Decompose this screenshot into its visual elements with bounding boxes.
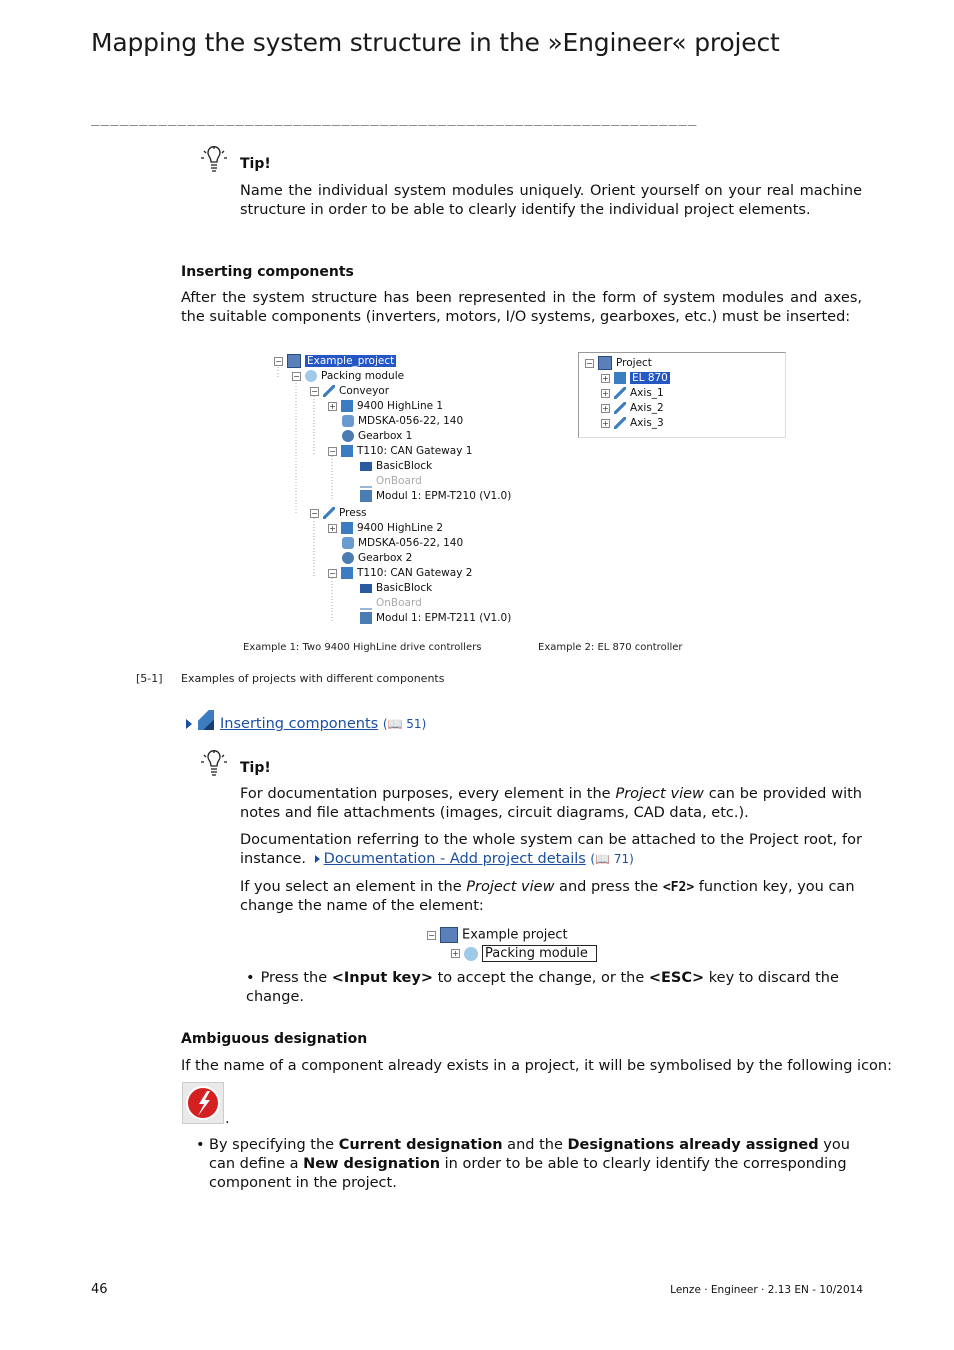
tree-item[interactable]: − T110: CAN Gateway 1 (329, 445, 473, 457)
tree-item[interactable]: + EL 870 (602, 372, 668, 384)
tree-item[interactable]: Gearbox 1 (342, 429, 412, 443)
after-icon-period: . (225, 1111, 230, 1127)
expand-icon[interactable]: + (452, 949, 459, 958)
lightbulb-icon (197, 750, 231, 782)
expand-icon[interactable]: + (602, 418, 609, 428)
tree-item[interactable]: + 9400 HighLine 2 (329, 522, 444, 534)
figure-number: [5-1] (136, 672, 163, 685)
rename-example (427, 925, 607, 965)
axis-icon (614, 387, 626, 399)
inverter-icon (341, 522, 353, 534)
collapse-icon[interactable]: − (329, 568, 336, 578)
basicblock-icon (360, 462, 372, 471)
section-heading-inserting: Inserting components (181, 264, 354, 280)
system-module-icon (305, 370, 317, 382)
book-icon: 📖 (595, 852, 611, 866)
collapse-icon[interactable]: − (586, 358, 593, 368)
rename-parent: Example project (462, 927, 568, 943)
page-title: Mapping the system structure in the »Engineer« project (91, 28, 780, 57)
inverter-icon (341, 400, 353, 412)
basicblock-icon (360, 584, 372, 593)
io-module-icon (360, 612, 372, 624)
bullet: • (246, 970, 255, 986)
collapse-icon[interactable]: − (293, 371, 300, 381)
tree-item[interactable]: OnBoard (360, 474, 422, 488)
rename-input[interactable]: Packing module (482, 945, 597, 962)
bullet: • (196, 1137, 205, 1153)
project-tree-example-2 (578, 352, 786, 438)
tree-item[interactable]: Gearbox 2 (342, 551, 412, 565)
tree-item[interactable]: MDSKA-056-22, 140 (342, 536, 463, 550)
tip2-paragraph-2: Documentation referring to the whole system can be attached to the Project root, for instance. Documentation - Add project details (📖 71) (240, 832, 862, 867)
collapse-icon[interactable]: − (311, 508, 318, 518)
tree-item[interactable]: − Press (311, 507, 367, 519)
project-folder-icon (287, 354, 301, 368)
io-module-icon (360, 490, 372, 502)
tree-item[interactable]: − Example_project (275, 355, 395, 367)
inserting-components-link-row (186, 710, 426, 732)
onboard-icon (360, 474, 372, 488)
tree-item[interactable]: OnBoard (360, 596, 422, 610)
lightbulb-icon (197, 146, 231, 178)
documentation-link[interactable]: Documentation - Add project details (323, 851, 586, 867)
ambiguous-designation-icon (182, 1082, 224, 1124)
tree-item[interactable]: − Project (586, 357, 652, 369)
section-text-inserting: After the system structure has been represented in the form of system modules and axes, the suitable components (inverters, motors, I/O systems, gearboxes, etc.) must be inserted: (181, 290, 862, 325)
tree-item[interactable]: + Axis_1 (602, 387, 664, 399)
collapse-icon[interactable]: − (275, 356, 282, 366)
arrow-right-icon (186, 719, 192, 729)
ambiguous-bullet: • By specifying the Current designation and the Designations already assigned you can define a New designation in order to be able to clearly identify the corresponding component in the project. (196, 1137, 850, 1191)
tip-label: Tip! (240, 760, 271, 776)
arrow-right-icon (315, 855, 320, 863)
gearbox-icon (342, 552, 354, 564)
header-rule: _______________________________________________________________ (91, 110, 698, 126)
figure-caption-example-1: Example 1: Two 9400 HighLine drive controllers (243, 642, 482, 653)
collapse-icon[interactable]: − (311, 386, 318, 396)
book-icon: 📖 (387, 717, 403, 731)
tree-item[interactable]: − T110: CAN Gateway 2 (329, 567, 473, 579)
figure-caption-example-2: Example 2: EL 870 controller (538, 642, 683, 653)
tip2-paragraph-3: If you select an element in the Project view and press the <F2> function key, you can change the name of the element: (240, 879, 855, 914)
system-module-icon (464, 947, 478, 961)
gearbox-icon (342, 430, 354, 442)
tree-item[interactable]: + 9400 HighLine 1 (329, 400, 444, 412)
wizard-icon (198, 710, 214, 730)
inserting-components-link[interactable]: Inserting components (220, 716, 379, 732)
motor-icon (342, 537, 354, 549)
tree-item[interactable]: + Axis_3 (602, 417, 664, 429)
figure-caption: Examples of projects with different components (181, 672, 445, 685)
expand-icon[interactable]: + (329, 523, 336, 533)
axis-icon (614, 402, 626, 414)
tree-item[interactable]: − Conveyor (311, 385, 390, 397)
gateway-icon (341, 567, 353, 579)
footer-imprint: Lenze · Engineer · 2.13 EN - 10/2014 (670, 1284, 863, 1296)
tree-item[interactable]: + Axis_2 (602, 402, 664, 414)
tree-item[interactable]: Modul 1: EPM-T210 (V1.0) (360, 489, 511, 503)
expand-icon[interactable]: + (329, 401, 336, 411)
axis-icon (323, 385, 335, 397)
tip-label: Tip! (240, 156, 271, 172)
controller-icon (614, 372, 626, 384)
tip2-bullet: • Press the <Input key> to accept the change, or the <ESC> key to discard the change. (246, 970, 839, 1005)
collapse-icon[interactable]: − (428, 930, 435, 940)
motor-icon (342, 415, 354, 427)
page-ref[interactable]: (📖 71) (590, 852, 634, 866)
project-folder-icon (440, 927, 458, 943)
tree-item[interactable]: MDSKA-056-22, 140 (342, 414, 463, 428)
page-number: 46 (91, 1282, 108, 1297)
project-tree-example-1 (272, 352, 532, 632)
expand-icon[interactable]: + (602, 403, 609, 413)
axis-icon (614, 417, 626, 429)
tree-item[interactable]: − Packing module (293, 370, 405, 382)
expand-icon[interactable]: + (602, 388, 609, 398)
tip2-paragraph-1: For documentation purposes, every element in the Project view can be provided with notes and file attachments (images, circuit diagrams, CAD data, etc.). (240, 786, 862, 821)
axis-icon (323, 507, 335, 519)
tree-item[interactable]: BasicBlock (360, 581, 432, 595)
project-folder-icon (598, 356, 612, 370)
page-ref[interactable]: (📖 51) (382, 717, 427, 731)
section-heading-ambiguous: Ambiguous designation (181, 1031, 368, 1047)
collapse-icon[interactable]: − (329, 446, 336, 456)
gateway-icon (341, 445, 353, 457)
onboard-icon (360, 596, 372, 610)
section-text-ambiguous: If the name of a component already exists in a project, it will be symbolised by the following icon: (181, 1058, 892, 1074)
tree-item[interactable]: Modul 1: EPM-T211 (V1.0) (360, 611, 511, 625)
tip-text: Name the individual system modules uniquely. Orient yourself on your real machine structure in order to be able to clearly identify the individual project elements. (240, 183, 862, 218)
expand-icon[interactable]: + (602, 373, 609, 383)
tree-item[interactable]: BasicBlock (360, 459, 432, 473)
